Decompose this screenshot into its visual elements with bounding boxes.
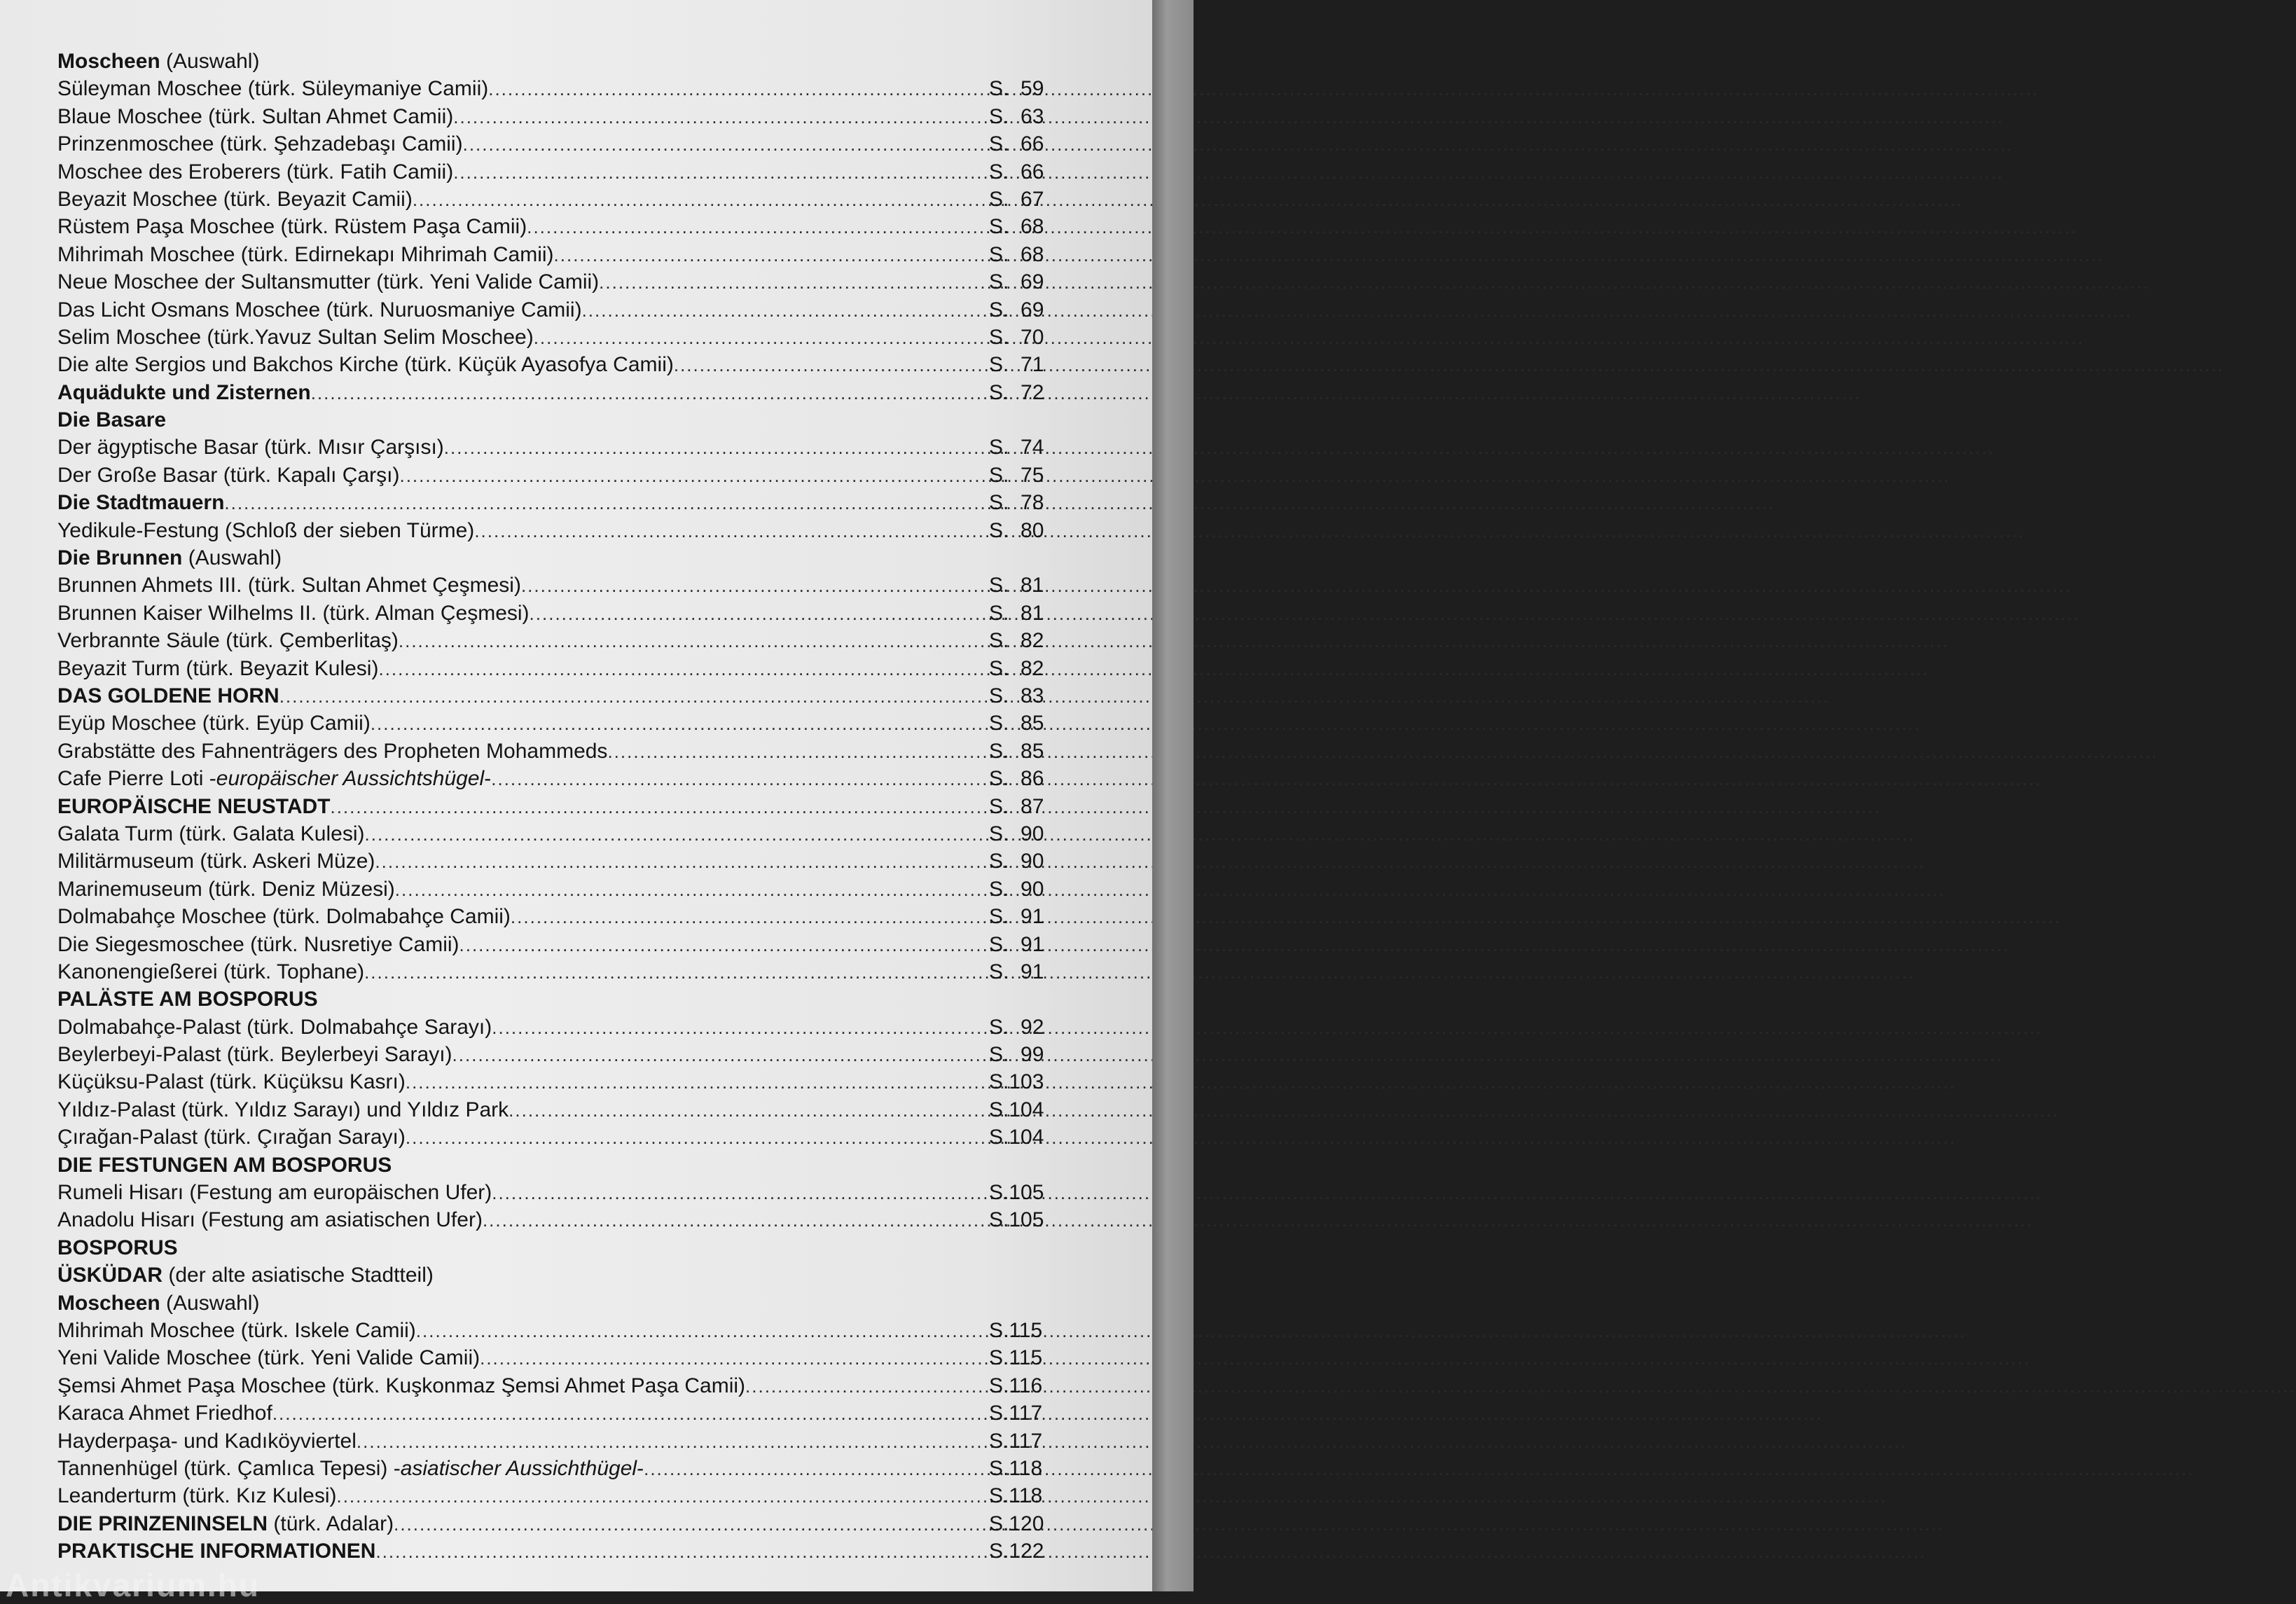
dot-leader <box>463 131 988 158</box>
toc-entry <box>57 434 1059 461</box>
toc-heading-text: Die Basare <box>57 408 167 432</box>
toc-entry-title <box>57 1537 375 1565</box>
toc-entry-title <box>57 489 224 516</box>
toc-entry <box>57 213 1059 240</box>
dot-leader <box>394 1511 988 1538</box>
toc-heading-text: ÜSKÜDAR <box>57 1264 162 1287</box>
dot-leader <box>459 932 988 959</box>
page-number: S. 69 <box>989 298 1044 322</box>
dot-leader <box>745 1373 988 1400</box>
toc-entry-text: Beyazit Moschee (türk. Beyazit Camii) <box>57 187 413 211</box>
page-number: S.105 <box>989 1208 1044 1232</box>
toc-entry-title <box>57 268 599 296</box>
toc-entry-suffix: - <box>484 767 492 791</box>
page-number: S. 63 <box>989 104 1044 128</box>
dot-leader <box>444 434 988 462</box>
toc-entry-text: Selim Moschee (türk.Yavuz Sultan Selim Moschee) <box>57 325 534 349</box>
page-number: S. 67 <box>989 187 1044 211</box>
toc-heading-text: PRAKTISCHE INFORMATIONEN <box>57 1540 376 1563</box>
page-number: S. 80 <box>989 518 1044 542</box>
toc-entry-text: Leanderturm (türk. Kız Kulesi) <box>57 1484 337 1508</box>
toc-entry <box>57 1344 1059 1371</box>
toc-entry-title <box>57 1317 416 1344</box>
toc-heading-text: Moscheen <box>57 50 160 73</box>
toc-entry-title <box>57 324 534 351</box>
toc-entry-title <box>57 600 530 627</box>
toc-entry <box>57 241 1059 268</box>
toc-entry <box>57 710 1059 737</box>
dot-leader <box>279 683 988 710</box>
toc-entry <box>57 627 1059 654</box>
dot-leader <box>272 1400 988 1427</box>
page-number: S.105 <box>989 1181 1044 1205</box>
toc-entry-title <box>57 241 554 268</box>
page-number: S. 91 <box>989 905 1044 929</box>
toc-entry-title <box>57 103 453 130</box>
toc-entry <box>57 268 1059 296</box>
toc-entry <box>57 75 1059 102</box>
toc-entry-title <box>57 1068 406 1095</box>
toc-entry-title <box>57 213 527 240</box>
toc-entry <box>57 958 1059 986</box>
page-number: S. 75 <box>989 463 1044 487</box>
toc-entry-text: Kanonengießerei (türk. Tophane) <box>57 960 365 983</box>
dot-leader <box>599 269 988 296</box>
toc-entry-text: Beylerbeyi-Palast (türk. Beylerbeyi Sarayı) <box>57 1043 452 1067</box>
page-number: S.120 <box>989 1512 1044 1535</box>
page-number: S. 78 <box>989 491 1044 515</box>
dot-leader <box>453 159 988 186</box>
toc-entry <box>57 1152 1059 1179</box>
toc-entry <box>57 572 1059 599</box>
page-number: S. 86 <box>989 767 1044 791</box>
toc-entry <box>57 1290 1059 1317</box>
page-number: S. 85 <box>989 712 1044 735</box>
toc-entry-text: Yedikule-Festung (Schloß der sieben Türme) <box>57 518 475 542</box>
toc-entry-title <box>57 75 488 102</box>
toc-entry <box>57 1455 1059 1482</box>
toc-entry-title <box>57 351 674 378</box>
dot-leader <box>399 462 988 490</box>
dot-leader <box>534 324 988 352</box>
toc-entry <box>57 1482 1059 1509</box>
toc-entry <box>57 1041 1059 1068</box>
toc-entry-title <box>57 793 330 820</box>
dot-leader <box>480 1345 988 1372</box>
toc-entry <box>57 1179 1059 1206</box>
toc-entry-title <box>57 1344 480 1371</box>
dot-leader <box>371 710 988 738</box>
toc-heading-text: Die Brunnen <box>57 546 183 570</box>
toc-entry-title <box>57 158 453 186</box>
toc-entry-title <box>57 296 582 324</box>
toc-entry-text: Moschee des Eroberers (türk. Fatih Camii) <box>57 160 454 184</box>
toc-entry-text: Blaue Moschee (türk. Sultan Ahmet Camii) <box>57 104 454 128</box>
toc-entry <box>57 1427 1059 1455</box>
dot-leader <box>644 1456 988 1483</box>
toc-entry-title <box>57 738 607 765</box>
toc-entry <box>57 1537 1059 1565</box>
toc-entry-text: Galata Turm (türk. Galata Kulesi) <box>57 822 365 845</box>
toc-entry <box>57 1261 1059 1289</box>
page-number: S.116 <box>989 1374 1043 1397</box>
dot-leader <box>375 1538 988 1565</box>
page-number: S. 71 <box>989 353 1044 377</box>
table-of-contents <box>57 48 1059 1565</box>
page-number: S. 66 <box>989 160 1044 184</box>
toc-entry <box>57 1317 1059 1344</box>
toc-entry <box>57 1399 1059 1427</box>
dot-leader <box>406 1069 988 1096</box>
dot-leader <box>607 738 988 766</box>
toc-entry <box>57 1068 1059 1095</box>
toc-entry <box>57 1234 1059 1261</box>
dot-leader <box>375 848 988 876</box>
page-number: S. 91 <box>989 932 1044 956</box>
toc-entry-text: (Auswahl) <box>160 1291 260 1315</box>
toc-heading-text: EUROPÄISCHE NEUSTADT <box>57 794 331 818</box>
page-number: S. 66 <box>989 132 1044 156</box>
toc-entry-text: Die alte Sergios und Bakchos Kirche (türk. Küçük Ayasofya Camii) <box>57 353 674 377</box>
toc-entry-text: Mihrimah Moschee (türk. Edirnekapı Mihrimah Camii) <box>57 242 554 266</box>
toc-entry <box>57 931 1059 958</box>
toc-entry-text: Verbrannte Säule (türk. Çemberlitaş) <box>57 629 399 653</box>
toc-entry <box>57 379 1059 406</box>
page-number: S. 90 <box>989 877 1044 901</box>
page-number: S. 82 <box>989 629 1044 653</box>
page-number: S. 74 <box>989 436 1044 459</box>
toc-entry-title <box>57 1482 336 1509</box>
dot-leader <box>554 242 988 269</box>
dot-leader <box>582 297 988 324</box>
toc-entry-text: Rüstem Paşa Moschee (türk. Rüstem Paşa Camii) <box>57 215 527 239</box>
toc-entry <box>57 655 1059 682</box>
toc-entry-title <box>57 627 399 654</box>
dot-leader <box>492 1180 988 1207</box>
toc-entry-text: Das Licht Osmans Moschee (türk. Nuruosmaniye Camii) <box>57 298 582 322</box>
toc-entry-text: Karaca Ahmet Friedhof <box>57 1402 272 1425</box>
toc-entry-text: Der ägyptische Basar (türk. Mısır Çarşısı) <box>57 436 444 459</box>
dot-leader <box>364 959 988 986</box>
toc-entry-text: Küçüksu-Palast (türk. Küçüksu Kasrı) <box>57 1070 406 1094</box>
toc-entry-title <box>57 903 511 930</box>
toc-entry <box>57 738 1059 765</box>
toc-entry-text: Beyazit Turm (türk. Beyazit Kulesi) <box>57 656 379 680</box>
toc-entry <box>57 820 1059 848</box>
toc-entry-title <box>57 130 463 158</box>
dot-leader <box>492 1014 988 1042</box>
toc-heading-text: Aquädukte und Zisternen <box>57 380 311 404</box>
page-number: S. 72 <box>989 380 1044 404</box>
toc-entry-title <box>57 544 282 572</box>
page-number: S. 83 <box>989 684 1044 707</box>
toc-entry <box>57 1124 1059 1151</box>
toc-entry-text: Yeni Valide Moschee (türk. Yeni Valide Camii) <box>57 1346 480 1370</box>
toc-entry <box>57 986 1059 1013</box>
dot-leader <box>509 1097 988 1124</box>
dot-leader <box>330 794 988 821</box>
dot-leader <box>674 352 988 379</box>
dot-leader <box>336 1483 988 1510</box>
dot-leader <box>399 628 988 655</box>
toc-entry <box>57 186 1059 213</box>
toc-entry <box>57 517 1059 544</box>
toc-entry-title <box>57 710 371 737</box>
toc-entry <box>57 158 1059 186</box>
toc-entry-italic: europäischer Aussichtshügel <box>216 767 485 791</box>
toc-entry-title <box>57 1179 492 1206</box>
page-number: S. 81 <box>989 601 1044 625</box>
dot-leader <box>365 821 988 848</box>
toc-entry <box>57 876 1059 903</box>
toc-entry-text: Brunnen Kaiser Wilhelms II. (türk. Alman Çeşmesi) <box>57 601 530 625</box>
toc-entry <box>57 406 1059 434</box>
toc-entry-title <box>57 1234 178 1261</box>
toc-entry-title <box>57 958 364 986</box>
toc-entry-title <box>57 1096 509 1124</box>
toc-entry-text: (Auswahl) <box>160 50 260 73</box>
toc-entry-title <box>57 517 474 544</box>
page-number: S.115 <box>989 1346 1043 1370</box>
toc-entry <box>57 324 1059 351</box>
toc-entry-title <box>57 1372 745 1399</box>
toc-entry <box>57 793 1059 820</box>
page-number: S.117 <box>989 1429 1043 1453</box>
toc-entry <box>57 1372 1059 1399</box>
toc-entry-text: Süleyman Moschee (türk. Süleymaniye Camii) <box>57 77 489 101</box>
dot-leader <box>357 1428 988 1456</box>
toc-entry-title <box>57 1455 644 1482</box>
toc-entry-title <box>57 1510 394 1537</box>
page-number: S. 90 <box>989 822 1044 845</box>
page-number: S.104 <box>989 1098 1044 1121</box>
toc-entry-title <box>57 1261 434 1289</box>
toc-entry-title <box>57 1290 259 1317</box>
toc-entry-text: Cafe Pierre Loti - <box>57 767 216 791</box>
toc-entry-title <box>57 1124 406 1151</box>
page-number: S. 92 <box>989 1015 1044 1039</box>
toc-heading-text: Moscheen <box>57 1291 160 1315</box>
dot-leader <box>521 572 988 600</box>
dot-leader <box>527 214 988 241</box>
toc-heading-text: DIE PRINZENINSELN <box>57 1512 268 1535</box>
toc-entry-title <box>57 434 444 461</box>
toc-entry-text: Çırağan-Palast (türk. Çırağan Sarayı) <box>57 1126 406 1149</box>
toc-heading-text: DAS GOLDENE HORN <box>57 684 279 707</box>
toc-entry-text: (türk. Adalar) <box>268 1512 394 1535</box>
toc-entry <box>57 1096 1059 1124</box>
page-number: S. 68 <box>989 242 1044 266</box>
dot-leader <box>483 1207 988 1234</box>
page-edge-shadow <box>1152 0 1194 1591</box>
toc-entry <box>57 1510 1059 1537</box>
toc-entry-text: Rumeli Hisarı (Festung am europäischen Ufer) <box>57 1181 492 1205</box>
toc-entry-title <box>57 186 413 213</box>
toc-entry <box>57 1206 1059 1233</box>
toc-entry-title <box>57 765 491 792</box>
page-number: S.104 <box>989 1126 1044 1149</box>
dot-leader <box>511 904 988 931</box>
toc-entry <box>57 351 1059 378</box>
toc-entry <box>57 600 1059 627</box>
toc-entry-text: Die Siegesmoschee (türk. Nusretiye Camii) <box>57 932 459 956</box>
page-number: S.118 <box>989 1484 1043 1508</box>
toc-entry-title <box>57 1206 483 1233</box>
dot-leader <box>453 104 988 131</box>
toc-entry <box>57 1014 1059 1041</box>
dot-leader <box>530 600 988 628</box>
toc-entry-text: Şemsi Ahmet Paşa Moschee (türk. Kuşkonmaz Şemsi Ahmet Paşa Camii) <box>57 1374 746 1397</box>
page-number: S.117 <box>989 1402 1043 1425</box>
toc-entry-text: Eyüp Moschee (türk. Eyüp Camii) <box>57 712 371 735</box>
page-number: S.103 <box>989 1070 1044 1094</box>
dot-leader <box>378 656 988 683</box>
page-number: S. 82 <box>989 656 1044 680</box>
toc-entry-text: Prinzenmoschee (türk. Şehzadebaşı Camii) <box>57 132 463 156</box>
toc-entry <box>57 489 1059 516</box>
toc-entry <box>57 296 1059 324</box>
dot-leader <box>406 1124 988 1152</box>
page-number: S. 68 <box>989 215 1044 239</box>
toc-entry <box>57 848 1059 875</box>
page-number: S. 85 <box>989 739 1044 763</box>
toc-entry-text: (Auswahl) <box>182 546 282 570</box>
page-number: S.118 <box>989 1456 1043 1480</box>
page-number: S.122 <box>989 1540 1044 1563</box>
toc-entry-title <box>57 931 459 958</box>
toc-entry-title <box>57 1427 357 1455</box>
toc-entry <box>57 544 1059 572</box>
page-number: S. 69 <box>989 270 1044 294</box>
toc-entry-text: Militärmuseum (türk. Askeri Müze) <box>57 850 375 873</box>
toc-entry-title <box>57 820 365 848</box>
toc-entry <box>57 48 1059 75</box>
toc-entry-title <box>57 379 311 406</box>
toc-entry-title <box>57 462 399 489</box>
dot-leader <box>452 1042 988 1069</box>
toc-entry-text: Dolmabahçe-Palast (türk. Dolmabahçe Sarayı) <box>57 1015 492 1039</box>
toc-entry-title <box>57 655 378 682</box>
watermark: Antikvarium.hu <box>6 1567 260 1603</box>
toc-entry-text: Brunnen Ahmets III. (türk. Sultan Ahmet Çeşmesi) <box>57 574 521 597</box>
toc-entry <box>57 765 1059 792</box>
page-number: S.115 <box>989 1318 1043 1342</box>
dot-leader <box>395 876 988 904</box>
toc-heading-text: Die Stadtmauern <box>57 491 225 515</box>
dot-leader <box>416 1318 988 1345</box>
toc-entry-text: Tannenhügel (türk. Çamlıca Tepesi) - <box>57 1456 401 1480</box>
page-number: S. 70 <box>989 325 1044 349</box>
toc-entry-italic: asiatischer Aussichthügel <box>400 1456 637 1480</box>
toc-entry-text: Yıldız-Palast (türk. Yıldız Sarayı) und Yıldız Park <box>57 1098 509 1121</box>
page-number: S. 81 <box>989 574 1044 597</box>
toc-entry-text: (der alte asiatische Stadtteil) <box>162 1264 434 1287</box>
page-number: S. 99 <box>989 1043 1044 1067</box>
dot-leader <box>474 518 988 545</box>
page-number: S. 87 <box>989 794 1044 818</box>
toc-entry-title <box>57 1152 392 1179</box>
dot-leader <box>488 76 988 103</box>
toc-heading-text: DIE FESTUNGEN AM BOSPORUS <box>57 1153 392 1177</box>
toc-entry-text: Grabstätte des Fahnenträgers des Propheten Mohammeds <box>57 739 608 763</box>
page-number: S. 91 <box>989 960 1044 983</box>
toc-entry-title <box>57 682 279 710</box>
toc-entry <box>57 682 1059 710</box>
toc-entry <box>57 903 1059 930</box>
toc-entry-title <box>57 48 259 75</box>
toc-entry <box>57 130 1059 158</box>
dot-leader <box>491 766 988 793</box>
toc-entry <box>57 462 1059 489</box>
toc-entry-text: Hayderpaşa- und Kadıköyviertel <box>57 1429 357 1453</box>
toc-entry-suffix: - <box>637 1456 644 1480</box>
toc-entry-title <box>57 572 521 599</box>
page-number: S. 90 <box>989 850 1044 873</box>
dot-leader <box>224 490 988 517</box>
toc-entry-text: Der Große Basar (türk. Kapalı Çarşı) <box>57 463 400 487</box>
dot-leader <box>413 186 988 214</box>
toc-heading-text: BOSPORUS <box>57 1236 178 1259</box>
toc-entry-text: Mihrimah Moschee (türk. Iskele Camii) <box>57 1318 416 1342</box>
toc-entry-title <box>57 406 166 434</box>
toc-entry-text: Marinemuseum (türk. Deniz Müzesi) <box>57 877 395 901</box>
toc-entry-title <box>57 876 395 903</box>
toc-heading-text: PALÄSTE AM BOSPORUS <box>57 988 318 1011</box>
toc-entry-text: Anadolu Hisarı (Festung am asiatischen Ufer) <box>57 1208 483 1232</box>
page-number: S. 59 <box>989 77 1044 101</box>
toc-entry-title <box>57 848 375 875</box>
toc-entry-title <box>57 1399 272 1427</box>
toc-entry-title <box>57 1041 452 1068</box>
toc-entry-text: Neue Moschee der Sultansmutter (türk. Yeni Valide Camii) <box>57 270 600 294</box>
toc-entry-title <box>57 1014 492 1041</box>
toc-entry-title <box>57 986 318 1013</box>
toc-entry-text: Dolmabahçe Moschee (türk. Dolmabahçe Camii) <box>57 905 511 929</box>
toc-entry <box>57 103 1059 130</box>
dot-leader <box>311 380 988 407</box>
